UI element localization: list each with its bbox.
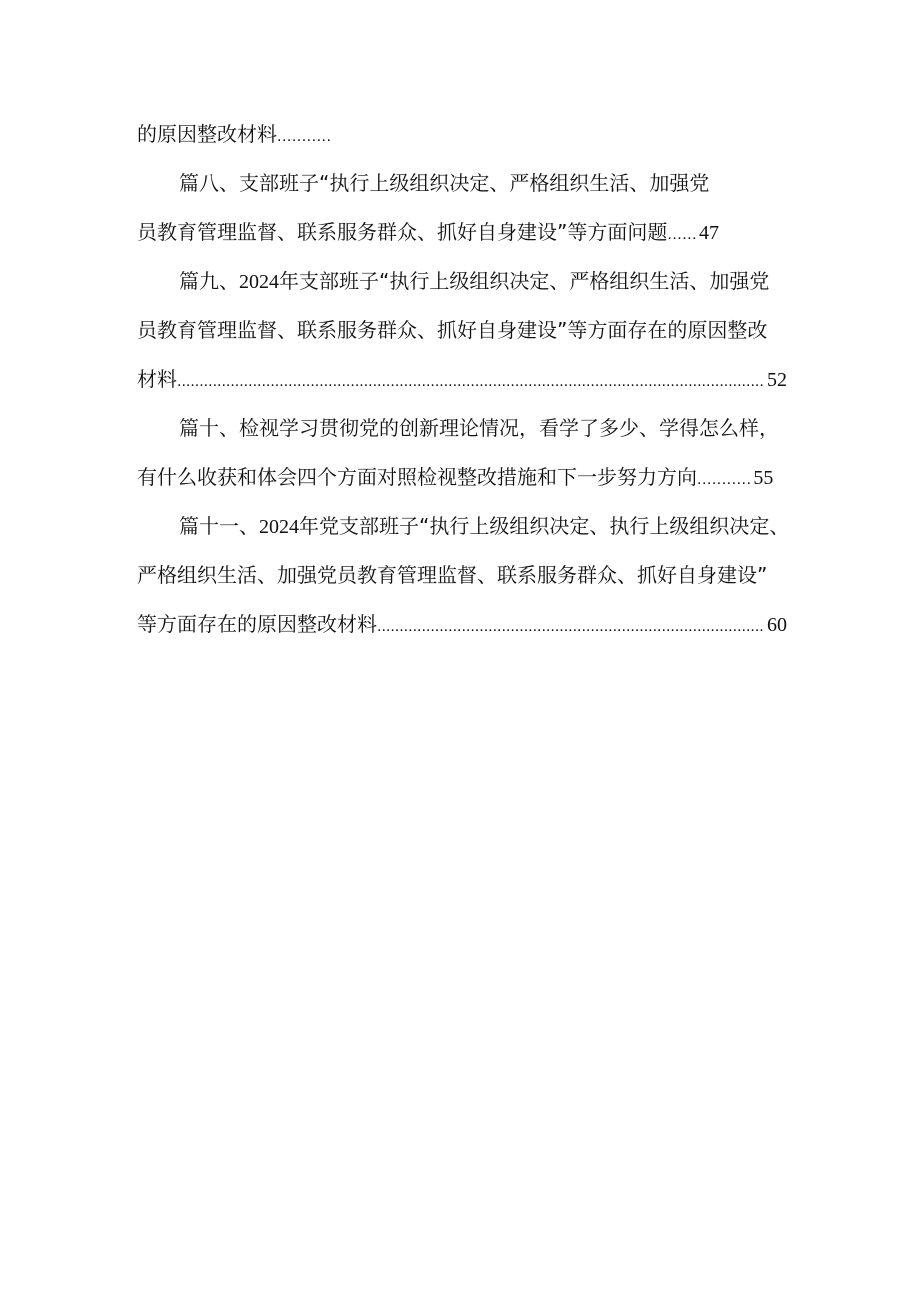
toc-entry-10-page-number: 55: [753, 467, 774, 489]
toc-entry-11-year: 2024: [259, 516, 299, 538]
toc-entry-10-line-2[interactable]: [137, 453, 787, 502]
toc-entry-9-line-3[interactable]: [137, 355, 787, 404]
toc-entry-8-title-cont: 员教育管理监督、联系服务群众、抓好自身建设”等方面问题: [137, 220, 668, 244]
toc-entry-9-title-cont: 员教育管理监督、联系服务群众、抓好自身建设”等方面存在的原因整改: [137, 318, 768, 342]
toc-entry-9-prefix: 篇九、: [179, 269, 239, 293]
toc-entry-11-title: 年党支部班子“执行上级组织决定、执行上级组织决定、: [299, 514, 790, 538]
toc-entry-11-line-3[interactable]: [137, 600, 787, 649]
toc-entry-7-leader: ...........: [277, 128, 332, 145]
toc-entry-11-line-1[interactable]: [137, 502, 790, 551]
toc-entry-10-leader: ...........: [697, 471, 752, 488]
toc-entry-11-title-cont: 严格组织生活、加强党员教育管理监督、联系服务群众、抓好自身建设”: [137, 563, 768, 587]
table-of-contents: [137, 110, 790, 649]
toc-entry-7-text: 的原因整改材料: [137, 122, 277, 146]
toc-entry-11-title-end: 等方面存在的原因整改材料: [137, 612, 377, 636]
toc-entry-10-title-cont: 有什么收获和体会四个方面对照检视整改措施和下一步努力方向: [137, 465, 697, 489]
toc-entry-11-line-2[interactable]: [137, 551, 787, 600]
toc-entry-8-line-2[interactable]: [137, 208, 787, 257]
toc-entry-11-page-number: 60: [767, 614, 787, 636]
toc-entry-10-title: 篇十、检视学习贯彻党的创新理论情况，看学了多少、学得怎么样，: [179, 416, 779, 440]
toc-entry-7-line-1[interactable]: [137, 110, 787, 159]
toc-entry-8-leader: ......: [667, 226, 698, 243]
toc-entry-9-leader: [177, 357, 765, 406]
toc-entry-10-line-1[interactable]: [137, 404, 787, 453]
toc-entry-8-title: 篇八、支部班子“执行上级组织决定、严格组织生活、加强党: [179, 171, 710, 195]
toc-entry-9-title: 年支部班子“执行上级组织决定、严格组织生活、加强党: [279, 269, 770, 293]
toc-entry-9-line-1[interactable]: [137, 257, 787, 306]
toc-entry-9-line-2[interactable]: [137, 306, 787, 355]
toc-entry-9-page-number: 52: [767, 369, 787, 391]
toc-entry-8-page-number: 47: [699, 222, 720, 244]
toc-entry-9-title-end: 材料: [137, 367, 177, 391]
toc-entry-11-leader: [377, 602, 765, 651]
toc-entry-9-year: 2024: [239, 271, 279, 293]
toc-entry-11-prefix: 篇十一、: [179, 514, 259, 538]
toc-entry-8-line-1[interactable]: [137, 159, 787, 208]
